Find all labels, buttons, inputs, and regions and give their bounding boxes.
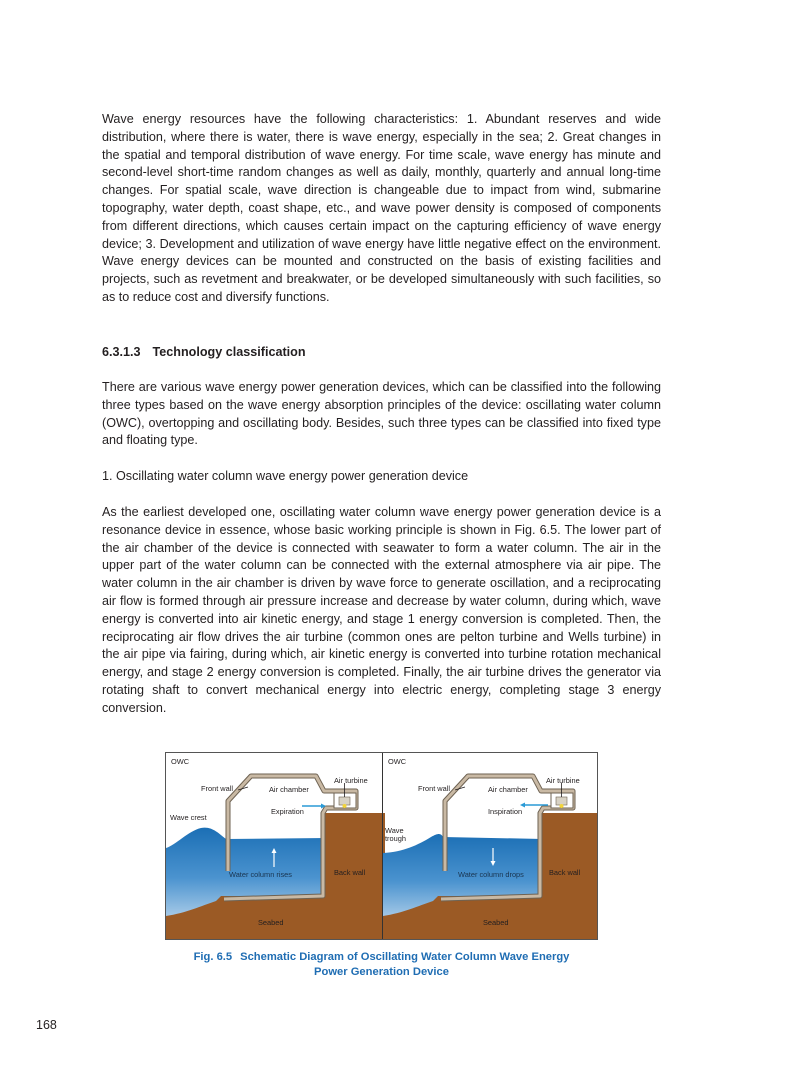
label-water-column: Water column drops xyxy=(458,870,524,879)
diagram-panel-inspiration xyxy=(382,753,598,939)
subsection-heading: 1. Oscillating water column wave energy power generation device xyxy=(102,469,469,483)
label-air-chamber: Air chamber xyxy=(269,785,309,794)
paragraph-owc-principle: As the earliest developed one, oscillating water column wave energy power generation device is a resonance device in essence, whose basic working principle is shown in Fig. 6.5. The lower part of the air chamber of the device is connected with seawater to form a water column. The air in the upper part of the water column can be connected with the external atmosphere via air pipe. The water column in the air chamber is driven by wave force to generate oscillation, and a reciprocating air flow is formed through air pressure increase and decrease by water column, during which, wave energy is converted into air kinetic energy, and stage 1 energy conversion is completed. Then, the reciprocating air flow drives the air turbine (common ones are pelton turbine and Wells turbine) in the air pipe via fairing, during which, air kinetic energy is converted into turbine rotation mechanical energy, and stage 2 energy conversion is completed. Finally, the air turbine drives the generator via rotating shaft to convert mechanical energy into electric energy, completing stage 3 energy conversion. xyxy=(102,505,661,715)
label-wave-trough: Wave trough xyxy=(385,826,406,843)
label-inspiration: Inspiration xyxy=(488,807,523,816)
label-front-wall: Front wall xyxy=(201,784,234,793)
label-air-turbine: Air turbine xyxy=(546,776,580,785)
figure-caption xyxy=(165,950,598,980)
label-seabed: Seabed xyxy=(258,918,284,927)
label-air-chamber: Air chamber xyxy=(488,785,528,794)
label-air-turbine: Air turbine xyxy=(334,776,368,785)
figure-title-line-1: Schematic Diagram of Oscillating Water Column Wave Energy xyxy=(240,951,570,963)
air-turbine-icon xyxy=(339,797,350,805)
label-back-wall: Back wall xyxy=(334,868,366,877)
label-expiration: Expiration xyxy=(271,807,304,816)
label-wave-crest: Wave crest xyxy=(170,813,207,822)
page-number: 168 xyxy=(36,1018,57,1032)
diagram-panel-expiration xyxy=(166,753,382,939)
label-water-column: Water column rises xyxy=(229,870,292,879)
figure-title-line-2: Power Generation Device xyxy=(314,966,449,978)
label-back-wall: Back wall xyxy=(549,868,581,877)
section-heading xyxy=(102,345,306,359)
label-front-wall: Front wall xyxy=(418,784,451,793)
paragraph-characteristics: Wave energy resources have the following characteristics: 1. Abundant reserves and wide distribution, where there is water, there is wave energy, especially in the sea; 2. Great changes in the spatial and temporal distribution of wave energy. For time scale, wave energy has minute and second-level short-time random changes as well as daily, monthly, quarterly and annual long-time changes. For spatial scale, wave direction is changeable due to impact from wind, submarine topography, water depth, coast shape, etc., and wave power density is composed of components from different directions, which causes certain impact on the capturing efficiency of wave energy device; 3. Development and utilization of wave energy have little negative effect on the environment. Wave energy devices can be mounted and constructed on the basis of existing facilities and projects, such as revetment and breakwater, or be developed simultaneously with such facilities, so as to reduce cost and diversify functions. xyxy=(102,112,661,304)
label-owc: OWC xyxy=(171,757,190,766)
figure-number: Fig. 6.5 xyxy=(193,951,233,963)
label-seabed: Seabed xyxy=(483,918,509,927)
section-title: Technology classification xyxy=(152,345,306,359)
air-turbine-icon xyxy=(556,797,567,805)
paragraph-classification: There are various wave energy power generation devices, which can be classified into the following three types based on the wave energy absorption principles of the device: oscillating water column (OWC), overtopping and oscillating body. Besides, such three types can be classified into fixed type and floating type. xyxy=(102,380,661,448)
section-number: 6.3.1.3 xyxy=(102,345,141,359)
label-owc: OWC xyxy=(388,757,407,766)
owc-diagram xyxy=(165,752,598,940)
caption-line-1 xyxy=(165,950,598,965)
